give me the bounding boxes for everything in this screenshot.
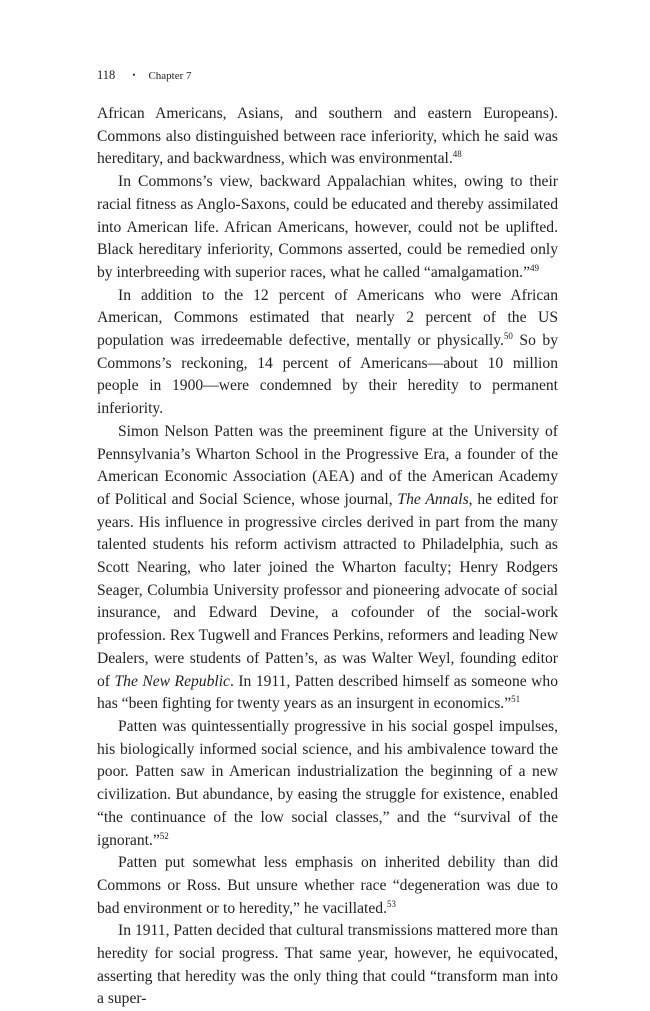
text-run: Patten was quintessentially progressive in his social gospel impulses, his biologically informed social science, and his ambivalence toward the poor. Patten saw in American industrialization the beginning of a new civilization. But abundance, by easing the struggle for existence, enabled “the continuance of the low social classes,” and the “survival of the ignorant.” — [97, 717, 558, 849]
paragraph — [97, 171, 558, 285]
footnote-ref: 51 — [511, 694, 521, 705]
text-run: In addition to the 12 percent of Americans who were African American, Commons estimated that nearly 2 percent of the US population was irredeemable defective, mentally or physically. — [97, 286, 558, 350]
text-run: So by Commons’s reckoning, 14 percent of Americans—about 10 million people in 1900—were condemned by their heredity to permanent inferiority. — [97, 332, 558, 418]
paragraph — [97, 852, 558, 920]
text-run: , he edited for years. His influence in progressive circles derived in part from the many talented students his reform activism attracted to Philadelphia, such as Scott Nearing, who later joined the Wharton faculty; Henry Rodgers Seager, Columbia University professor and pioneering advocate of social insurance, and Edward Devine, a cofounder of the social-work profession. Rex Tugwell and Frances Perkins, reformers and leading New Dealers, were students of Patten’s, as was Walter Weyl, founding editor of — [97, 490, 558, 690]
text-run: In Commons’s view, backward Appalachian whites, owing to their racial fitness as Anglo-Saxons, could be educated and thereby assimilated into American life. African Americans, however, could not be uplifted. Black hereditary inferiority, Commons asserted, could be remedied only by interbreeding with superior races, what he called “amalgamation.” — [97, 173, 558, 281]
italic-title: The Annals — [397, 490, 469, 508]
footnote-ref: 48 — [452, 149, 462, 160]
chapter-title: Chapter 7 — [148, 70, 192, 82]
paragraph — [97, 103, 558, 171]
body-text — [97, 103, 558, 1011]
text-run: Simon Nelson Patten was the preeminent figure at the University of Pennsylvania’s Wharton School in the Progressive Era, a founder of the American Economic Association (AEA) and of the American Academy of Political and Social Science, whose journal, — [97, 422, 558, 508]
text-run: In 1911, Patten decided that cultural transmissions mattered more than heredity for social progress. That same year, however, he equivocated, asserting that heredity was the only thing that could “transform man into a super- — [97, 922, 558, 1008]
footnote-ref: 52 — [159, 830, 169, 841]
page-number: 118 — [97, 68, 116, 82]
paragraph — [97, 716, 558, 852]
paragraph — [97, 285, 558, 421]
footnote-ref: 49 — [530, 262, 539, 273]
paragraph — [97, 920, 558, 1011]
paragraph — [97, 421, 558, 716]
footnote-ref: 50 — [503, 331, 513, 342]
footnote-ref: 53 — [386, 898, 396, 909]
header-separator: • — [132, 70, 136, 80]
text-run: Patten put somewhat less emphasis on inherited debility than did Commons or Ross. But unsure whether race “degeneration was due to bad environment or to heredity,” he vacillated. — [97, 854, 558, 917]
italic-title: The New Republic — [114, 672, 230, 690]
text-run: African Americans, Asians, and southern and eastern Europeans). Commons also distinguished between race inferiority, which he said was hereditary, and backwardness, which was environmental. — [97, 105, 558, 168]
running-header — [97, 68, 192, 83]
text-run: . In 1911, Patten described himself as someone who has “been fighting for twenty years as an insurgent in economics.” — [97, 672, 559, 713]
